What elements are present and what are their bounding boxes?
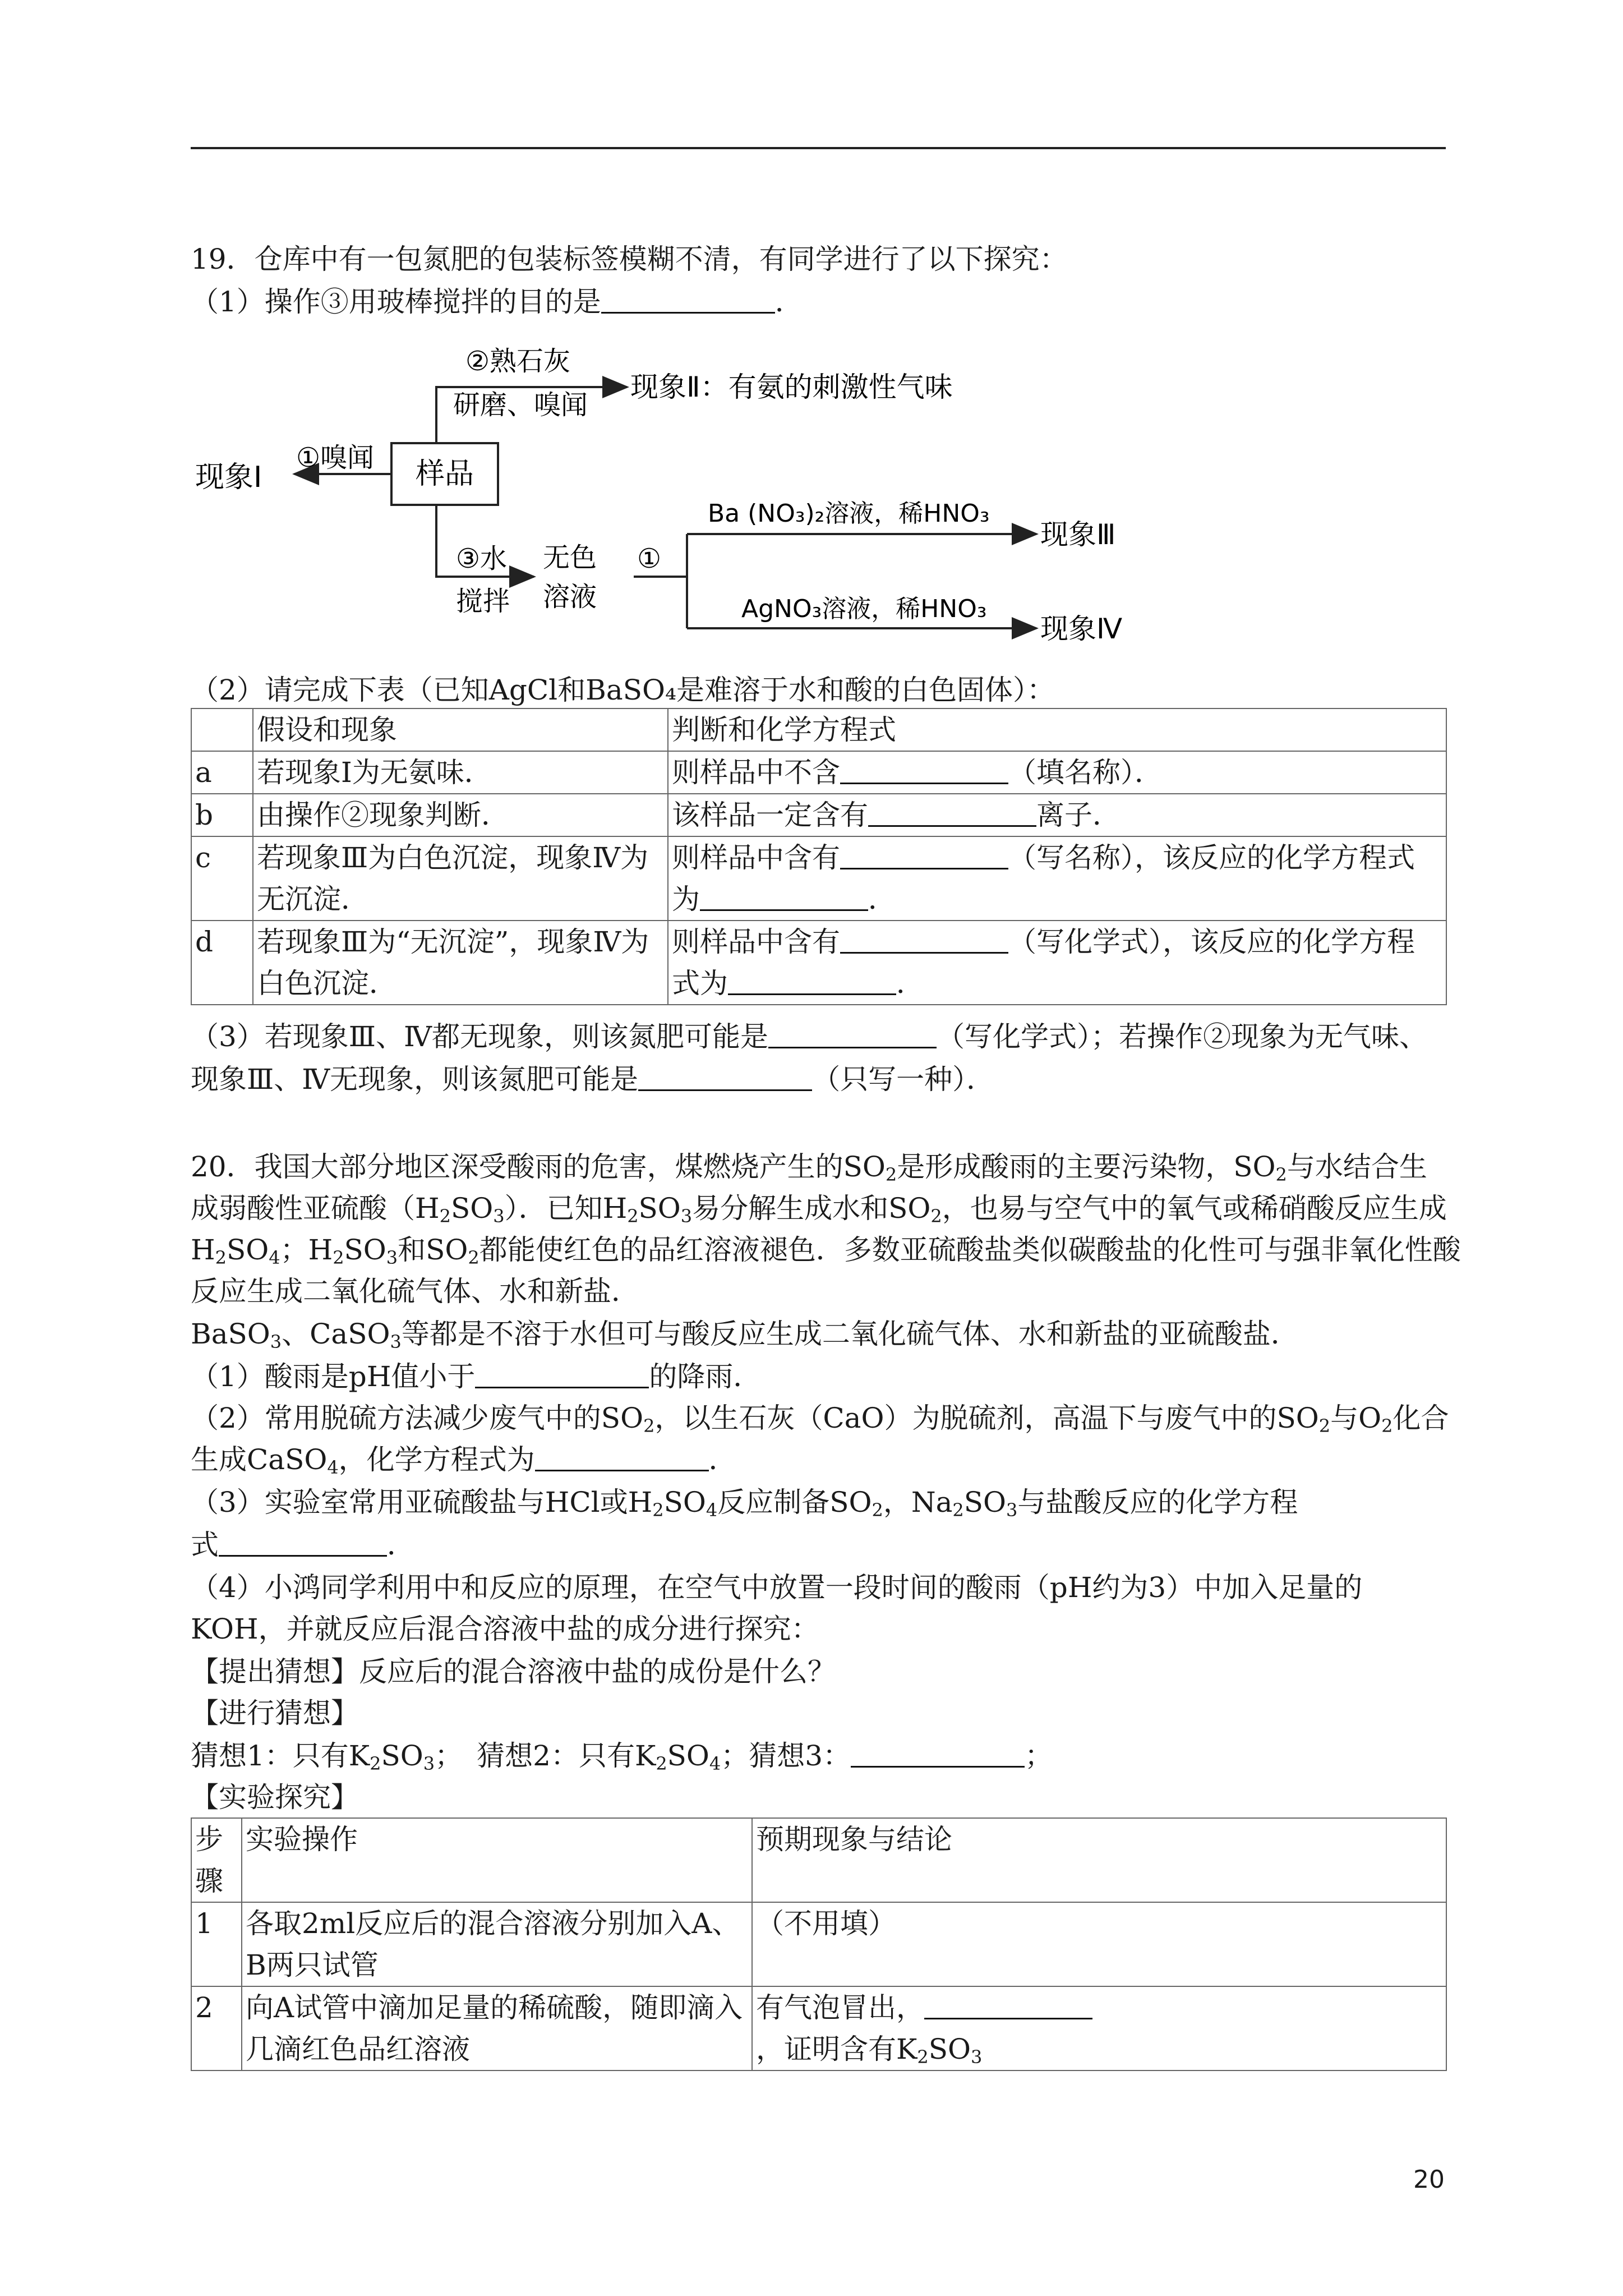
table-cell: 向A试管中滴加足量的稀硫酸，随即滴入 几滴红色品红溶液 bbox=[242, 1986, 752, 2070]
answer-blank[interactable] bbox=[768, 1020, 937, 1048]
table-cell: 则样品中不含 （填名称）． bbox=[668, 751, 1446, 794]
subscript: 2 bbox=[215, 1247, 227, 1268]
subscript: 2 bbox=[468, 1247, 479, 1268]
table-row bbox=[191, 1986, 1446, 2070]
subscript: 3 bbox=[386, 1247, 398, 1268]
subscript: 3 bbox=[1006, 1499, 1018, 1521]
subscript: 2 bbox=[917, 2046, 929, 2068]
q19-flow-diagram bbox=[191, 337, 1155, 662]
q20-guess-heading: 【进行猜想】 bbox=[191, 1697, 359, 1729]
table-cell: 则样品中含有 （写化学式），该反应的化学方程 式为 ． bbox=[668, 921, 1446, 1005]
answer-blank[interactable] bbox=[535, 1443, 709, 1471]
q20-table bbox=[191, 1818, 1447, 2071]
table-cell: 各取2ml反应后的混合溶液分别加入A、 B两只试管 bbox=[242, 1902, 752, 1986]
phenomenon-2: 现象Ⅱ：有氨的刺激性气味 bbox=[630, 371, 953, 403]
answer-blank[interactable] bbox=[601, 285, 775, 314]
q20-part2-line2: 生成CaSO$_4$，化学方程式为 ． bbox=[191, 1443, 737, 1478]
table-cell: 该样品一定含有 离子． bbox=[668, 794, 1446, 836]
subscript: 2 bbox=[370, 1753, 381, 1774]
header-operation: 实验操作 bbox=[242, 1818, 752, 1902]
op3-label-b: 搅拌 bbox=[456, 586, 510, 617]
q20-part4-line1: （4）小鸿同学利用中和反应的原理，在空气中放置一段时间的酸雨（pH约为3）中加入足量的 bbox=[191, 1571, 1363, 1604]
subscript: 2 bbox=[930, 1205, 942, 1227]
subscript: 2 bbox=[627, 1205, 639, 1227]
table-header-row bbox=[191, 1818, 1446, 1902]
op2-label-a: ②熟石灰 bbox=[465, 346, 571, 377]
subscript: 2 bbox=[952, 1499, 964, 1521]
q19-part3-line1: （3）若现象Ⅲ、Ⅳ都无现象，则该氮肥可能是 （写化学式）；若操作②现象为无气味、 bbox=[191, 1020, 1427, 1053]
header-hypothesis: 假设和现象 bbox=[253, 708, 668, 751]
q20-part3-line1: （3）实验室常用亚硫酸盐与HCl或$H_2SO_4$反应制备$SO_2$，$Na_2SO_3$与盐酸反应的化学方程 bbox=[191, 1486, 1298, 1521]
subscript: 2 bbox=[1318, 1415, 1331, 1437]
table-cell: a bbox=[191, 751, 253, 794]
table-cell: d bbox=[191, 921, 253, 1005]
subscript: 2 bbox=[333, 1247, 344, 1268]
solution-label-b: 溶液 bbox=[543, 581, 597, 613]
q20-part4-line2: KOH，并就反应后混合溶液中盐的成分进行探究： bbox=[191, 1613, 819, 1645]
phenomenon-4: 现象Ⅳ bbox=[1040, 613, 1123, 645]
table-row bbox=[191, 921, 1446, 1005]
subscript: 2 bbox=[1381, 1415, 1393, 1437]
subscript: 4 bbox=[709, 1753, 721, 1774]
q20-intro-line1: 20．我国大部分地区深受酸雨的危害，煤燃烧产生的$SO_2$是形成酸雨的主要污染物，$SO_2$与水结合生 bbox=[191, 1151, 1427, 1185]
subscript: 2 bbox=[885, 1164, 897, 1185]
subscript: 3 bbox=[493, 1205, 505, 1227]
op1-label: ①嗅闻 bbox=[296, 442, 375, 473]
subscript: 4 bbox=[269, 1247, 280, 1268]
subscript: 3 bbox=[390, 1331, 402, 1352]
reagent-ba: Ba (NO₃)₂溶液，稀HNO₃ bbox=[708, 499, 990, 528]
q19-title: 19．仓库中有一包氮肥的包装标签模糊不清，有同学进行了以下探究： bbox=[191, 243, 1068, 275]
subscript: 2 bbox=[872, 1499, 883, 1521]
answer-blank[interactable] bbox=[868, 798, 1036, 827]
q20-intro-line4: 反应生成二氧化硫气体、水和新盐． bbox=[191, 1275, 639, 1308]
header-result: 预期现象与结论 bbox=[752, 1818, 1446, 1902]
table-cell: 有气泡冒出， ，证明含有$K_2SO_3$ bbox=[752, 1986, 1446, 2070]
table-row bbox=[191, 1902, 1446, 1986]
subscript: 4 bbox=[706, 1499, 718, 1521]
reagent-ag: AgNO₃溶液，稀HNO₃ bbox=[741, 595, 987, 623]
table-row bbox=[191, 794, 1446, 836]
q19-table bbox=[191, 708, 1447, 1005]
subscript: 2 bbox=[652, 1499, 664, 1521]
table-row bbox=[191, 836, 1446, 921]
q20-experiment-heading: 【实验探究】 bbox=[191, 1781, 359, 1814]
subscript: 3 bbox=[423, 1753, 435, 1774]
q20-guesses: 猜想1：只有$K_2SO_3$； 猜想2：只有$K_2SO_4$；猜想3： ； bbox=[191, 1740, 1053, 1774]
page-number: 20 bbox=[1413, 2165, 1445, 2194]
table-cell: 由操作②现象判断． bbox=[253, 794, 668, 836]
op1-circle-label: ① bbox=[637, 543, 662, 574]
answer-blank[interactable] bbox=[840, 925, 1008, 954]
op3-label-a: ③水 bbox=[456, 543, 508, 574]
table-header-row bbox=[191, 708, 1446, 751]
table-row bbox=[191, 751, 1446, 794]
subscript: 2 bbox=[1275, 1164, 1287, 1185]
q20-ask: 【提出猜想】反应后的混合溶液中盐的成份是什么？ bbox=[191, 1655, 836, 1688]
subscript: 3 bbox=[970, 2046, 983, 2068]
table-cell: 则样品中含有 （写名称），该反应的化学方程式 为 ． bbox=[668, 836, 1446, 921]
answer-blank[interactable] bbox=[475, 1360, 649, 1388]
subscript: 4 bbox=[327, 1457, 339, 1478]
q20-part1: （1）酸雨是pH值小于 的降雨． bbox=[191, 1360, 762, 1393]
answer-blank[interactable] bbox=[840, 841, 1008, 869]
phenomenon-1: 现象Ⅰ bbox=[195, 461, 262, 494]
table-cell: 1 bbox=[191, 1902, 242, 1986]
table-cell: 步 骤 bbox=[191, 1818, 242, 1902]
table-cell: 2 bbox=[191, 1986, 242, 2070]
answer-blank[interactable] bbox=[638, 1062, 812, 1091]
table-cell: 若现象Ⅲ为“无沉淀”，现象Ⅳ为 白色沉淀． bbox=[253, 921, 668, 1005]
subscript: 2 bbox=[439, 1205, 451, 1227]
phenomenon-3: 现象Ⅲ bbox=[1040, 518, 1116, 551]
q19-part3-line2: 现象Ⅲ、Ⅳ无现象，则该氮肥可能是 （只写一种）． bbox=[191, 1063, 995, 1096]
table-cell: b bbox=[191, 794, 253, 836]
q20-intro-line2: 成弱酸性亚硫酸$(H_2SO_3)$．已知$H_2SO_3$易分解生成水和$SO_2$，也易与空气中的氧气或稀硝酸反应生成 bbox=[191, 1192, 1447, 1227]
q20-part3-line2: 式 ． bbox=[191, 1529, 415, 1561]
subscript: 3 bbox=[270, 1331, 282, 1352]
table-cell: 若现象Ⅰ为无氨味． bbox=[253, 751, 668, 794]
answer-blank[interactable] bbox=[924, 1991, 1092, 2019]
table-cell bbox=[191, 708, 253, 751]
table-cell: c bbox=[191, 836, 253, 921]
subscript: 2 bbox=[656, 1753, 667, 1774]
q20-intro-line5: BaSO$_3$、CaSO$_3$等都是不溶于水但可与酸反应生成二氧化硫气体、水和新盐的亚硫酸盐． bbox=[191, 1318, 1299, 1352]
answer-blank[interactable] bbox=[219, 1528, 387, 1557]
answer-blank[interactable] bbox=[700, 882, 868, 911]
op2-label-b: 研磨、嗅闻 bbox=[453, 389, 588, 421]
subscript: 2 bbox=[643, 1415, 655, 1437]
q19-part1: （1）操作③用玻棒搅拌的目的是 ． bbox=[191, 286, 803, 318]
answer-blank[interactable] bbox=[851, 1739, 1025, 1768]
table-cell: 若现象Ⅲ为白色沉淀，现象Ⅳ为 无沉淀． bbox=[253, 836, 668, 921]
q19-part2-intro: （2）请完成下表（已知AgCl和BaSO₄是难溶于水和酸的白色固体）： bbox=[191, 674, 1055, 706]
solution-label-a: 无色 bbox=[543, 542, 597, 573]
header-judgement: 判断和化学方程式 bbox=[668, 708, 1446, 751]
subscript: 3 bbox=[680, 1205, 693, 1227]
q20-intro-line3: $H_2SO_4$；$H_2SO_3$和$SO_2$都能使红色的品红溶液褪色．多数亚硫酸盐类似碳酸盐的化性可与强非氧化性酸 bbox=[191, 1234, 1461, 1268]
table-cell: （不用填） bbox=[752, 1902, 1446, 1986]
answer-blank[interactable] bbox=[840, 756, 1008, 784]
sample-label: 样品 bbox=[415, 457, 474, 491]
answer-blank[interactable] bbox=[728, 967, 896, 995]
q20-part2-line1: （2）常用脱硫方法减少废气中的$SO_2$，以生石灰（CaO）为脱硫剂，高温下与废气中的$SO_2$与$O_2$化合 bbox=[191, 1402, 1449, 1437]
header-rule bbox=[191, 147, 1446, 149]
